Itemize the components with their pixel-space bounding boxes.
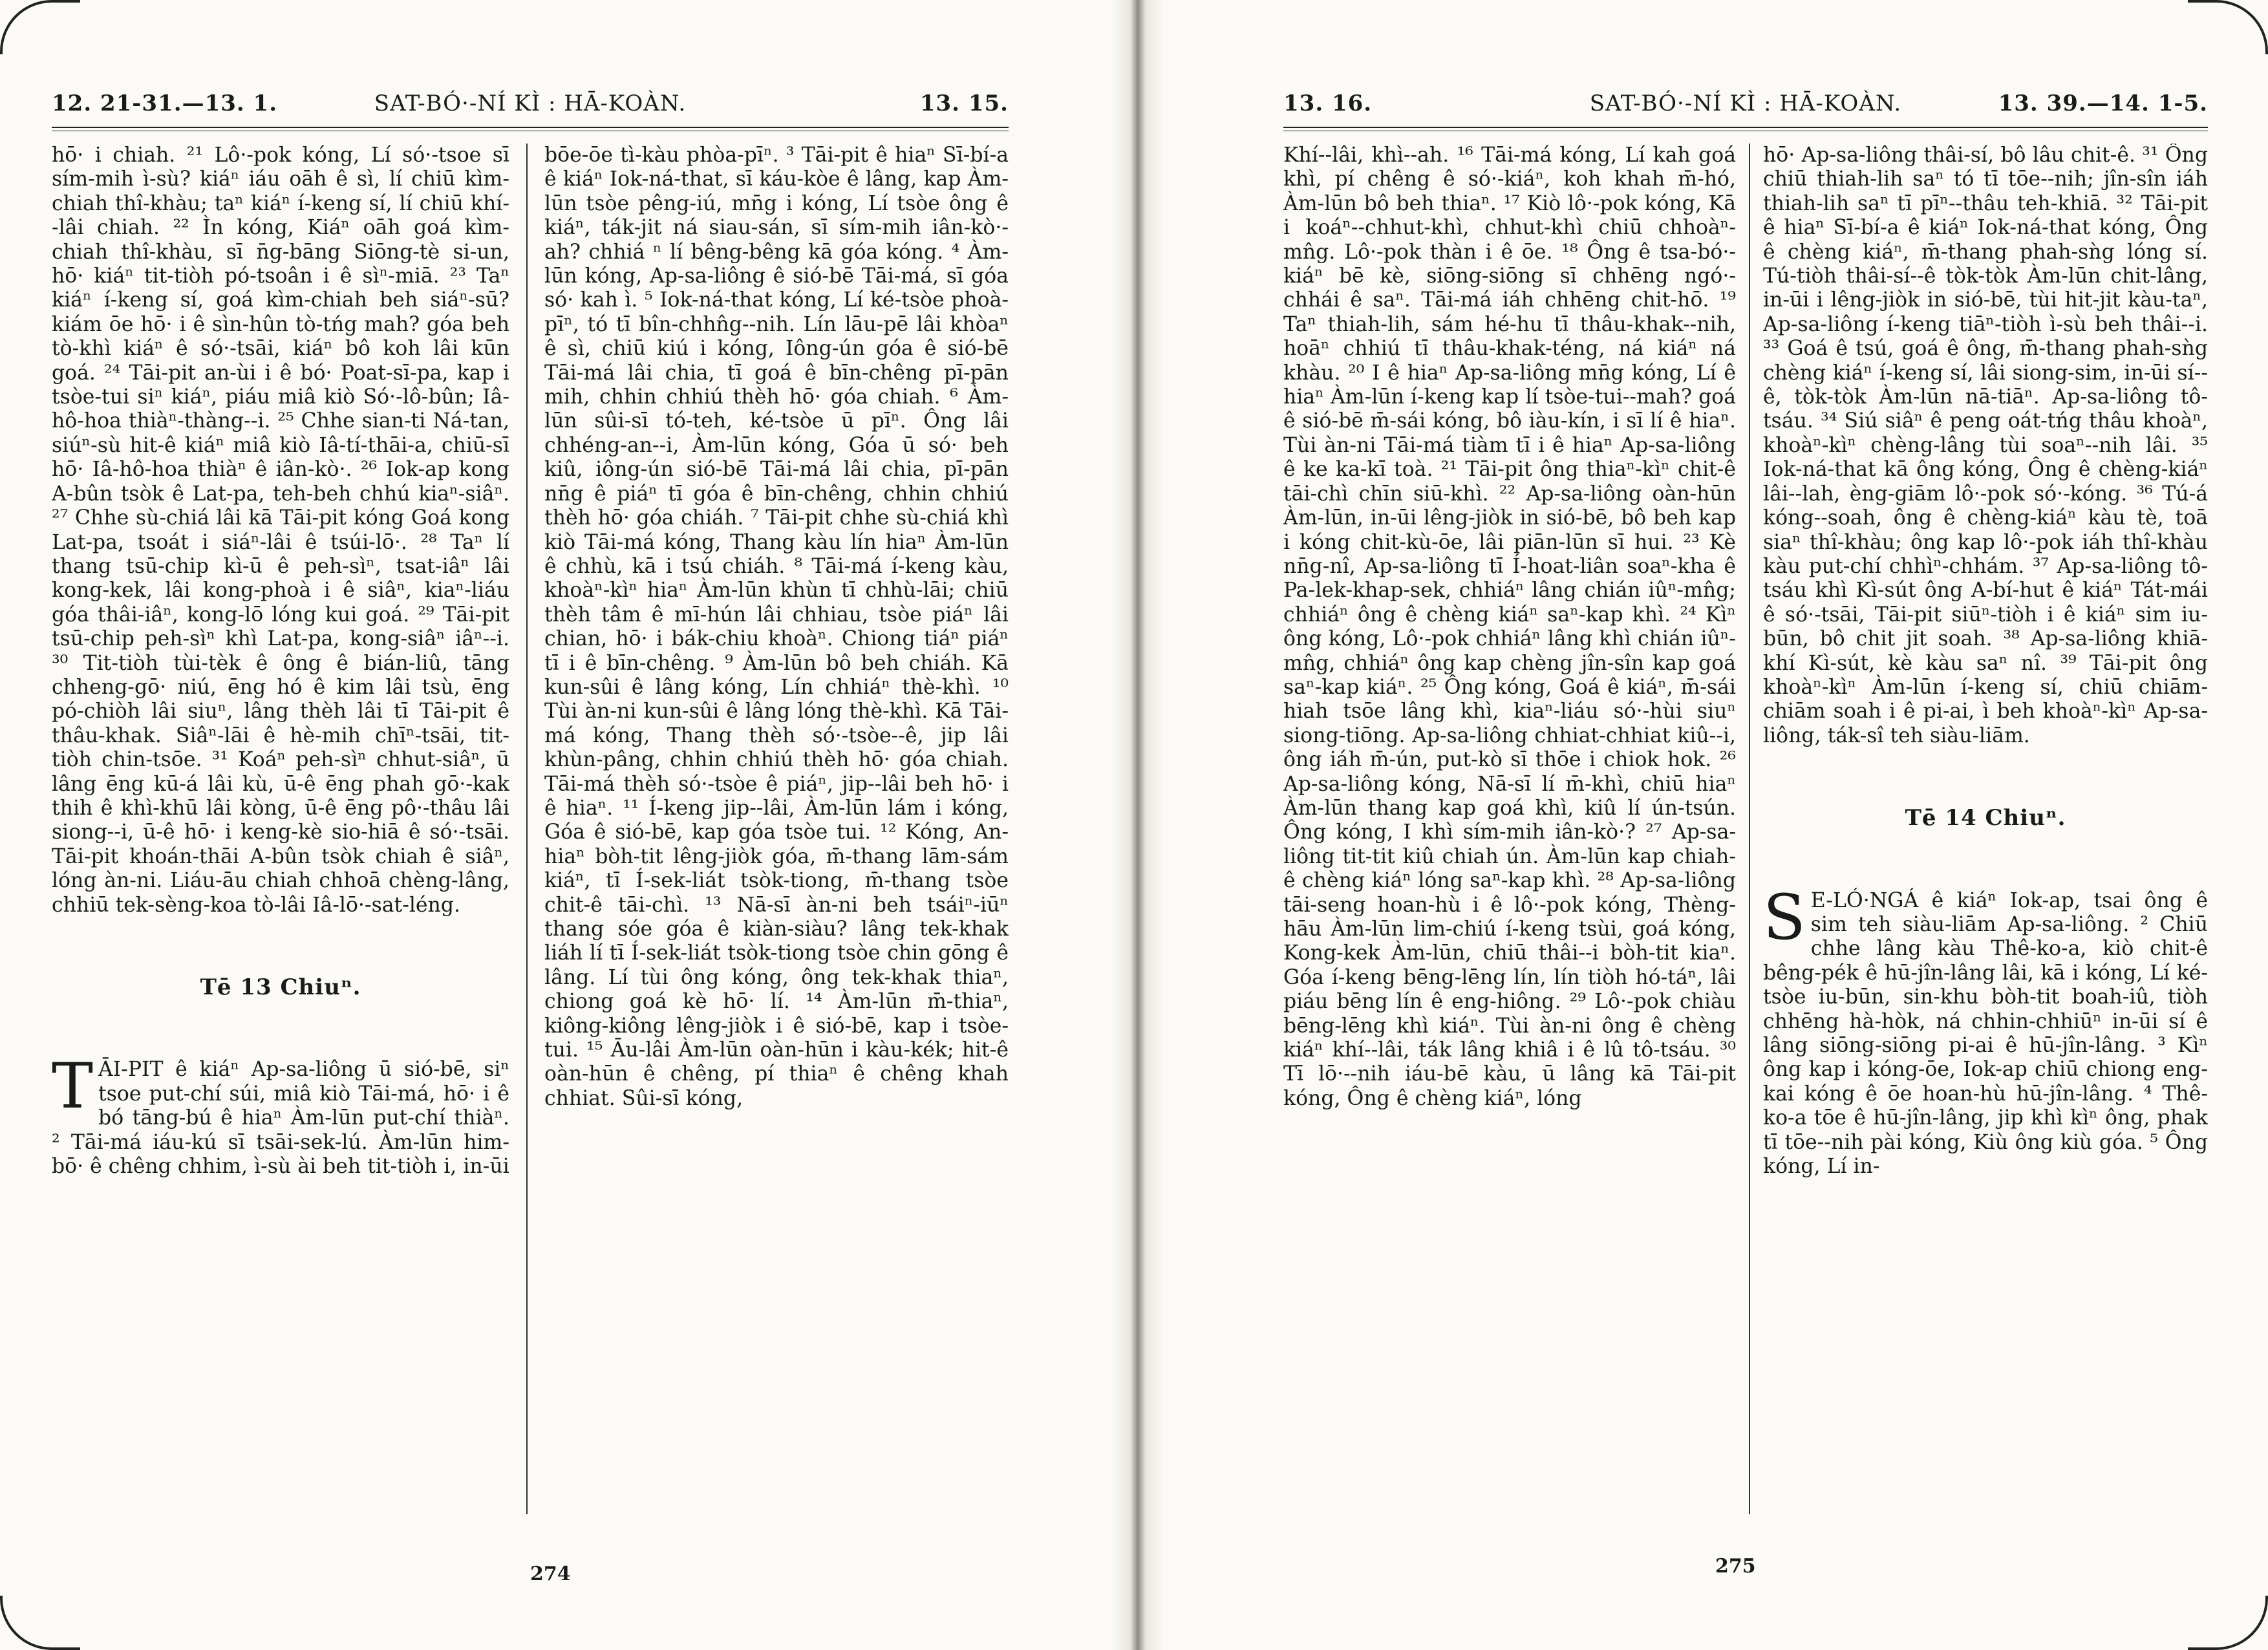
- header-verse-start: 13. 16.: [1283, 91, 1373, 116]
- text-column-2: [544, 144, 1009, 1534]
- right-page: [1283, 0, 2208, 1650]
- header-verse-range: 13. 39.—14. 1-5.: [1998, 91, 2208, 116]
- text-column-1: [52, 144, 509, 1534]
- body-text: bōe-ōe tì-kàu phòa-pīⁿ. ³ Tāi-pit ê hiaⁿ Sī-bí-a ê kiáⁿ Iok-ná-that, sī káu-kòe ê lâng, kap Àm-lūn tsòe pêng-iú, mn̄g i kóng, Lí tsòe ông ê kiáⁿ, ták-jit ná siau-sán, sī sím-mih iân-kò·-ah? chhiá ⁿ lí bêng-bêng kā góa kóng. ⁴ Àm-lūn kóng, Ap-sa-liông ê sió-bē Tāi-má, sī góa só· kah ì. ⁵ Iok-ná-that kóng, Lí ké-tsòe phoà-pīⁿ, tó tī bîn-chhn̂g--nih. Lín lāu-pē lâi khòaⁿ ê sì, chiū kiú i kóng, Iông-ún góa ê sió-bē Tāi-má lâi chia, tī goá ê bīn-chêng pī-pān mih, chhin chhiú thèh hō· góa chiah. ⁶ Àm-lūn sûi-sī tó-teh, ké-tsòe ū pīⁿ. Ông lâi chhéng-an--i, Àm-lūn kóng, Góa ū só· beh kiû, iông-ún sió-bē Tāi-má lâi chia, pī-pān nn̄g ê piáⁿ tī góa ê bīn-chêng, chhin chhiú thèh hō· góa chiáh. ⁷ Tāi-pit chhe sù-chiá khì kiò Tāi-má kóng, Thang kàu lín hiaⁿ Àm-lūn ê chhù, kā i tsú chiáh. ⁸ Tāi-má í-keng kàu, khoàⁿ-kìⁿ hiaⁿ Àm-lūn khùn tī chhù-lāi; chiū thèh tâm ê mī-hún lâi chhiau, tsòe piáⁿ lâi chian, hō· i bák-chiu khoàⁿ. Chiong tiáⁿ piáⁿ tī i ê bīn-chêng. ⁹ Àm-lūn bô beh chiáh. Kā kun-sûi ê lâng kóng, Lín chhiáⁿ thè-khì. ¹⁰ Tùi àn-ni kun-sûi ê lâng lóng thè-khì. Kā Tāi-má kóng, Thang thèh só·-tsòe--ê, jip lâi khùn-pâng, chhin chhiú thèh hō· góa chiah. Tāi-má thèh só·-tsòe ê piáⁿ, jip--lâi beh hō· i ê hiaⁿ. ¹¹ Í-keng jip--lâi, Àm-lūn lám i kóng, Góa ê sió-bē, kap góa tsòe tui. ¹² Kóng, An-hiaⁿ bòh-tit lêng-jiòk góa, m̄-thang lām-sám kiáⁿ, tī Í-sek-liát tsòk-tiong, m̄-thang tsòe chit-ê tāi-chì. ¹³ Nā-sī àn-ni beh tsáiⁿ-iūⁿ thang sóe góa ê kiàn-siàu? lâng tek-khak liáh lí tī Í-sek-liát tsòk-tiong tsòe chin gōng ê lâng. Lí tùi ông kóng, ông tek-khak thiaⁿ, chiong goá kè hō· lí. ¹⁴ Àm-lūn m̄-thiaⁿ, kiông-kiông lêng-jiòk i ê sió-bē, kap i tsòe-tui. ¹⁵ Āu-lâi Àm-lūn oàn-hūn i kàu-kék; hit-ê oàn-hūn ê chêng, pí thiaⁿ ê chêng khah chhiat. Sûi-sī kóng,: [544, 144, 1009, 1110]
- header-rule: [52, 127, 1009, 128]
- page-number: 275: [1715, 1555, 1756, 1578]
- header-verse-end: 13. 15.: [919, 91, 1009, 116]
- header-book-title: SAT-BÓ·-NÍ KÌ : HĀ-KOÀN.: [374, 91, 687, 116]
- chapter-heading: Tē 14 Chiuⁿ.: [1905, 805, 2066, 831]
- header-verse-range: 12. 21-31.—13. 1.: [52, 91, 278, 116]
- chapter-opening-paragraph: [1763, 881, 2208, 1179]
- page-number: 274: [530, 1563, 571, 1585]
- chapter-heading: Tē 13 Chiuⁿ.: [200, 974, 361, 1000]
- header-rule: [1283, 127, 2208, 128]
- text-columns: [52, 144, 1009, 1534]
- left-page: [52, 0, 1009, 1650]
- text-column-2: [1763, 144, 2208, 1534]
- running-header: [1283, 91, 2208, 120]
- drop-cap: T: [52, 1050, 94, 1123]
- column-divider: [1749, 144, 1750, 1514]
- body-text: E-LÓ·NGÁ ê kiáⁿ Iok-ap, tsai ông ê sim teh siàu-liām Ap-sa-liông. ² Chiū chhe lâng kàu Thê-ko-a, kiò chit-ê bêng-pék ê hū-jîn-lâng lâi, kā i kóng, Lí ké-tsòe iu-būn, sin-khu bòh-tit boah-iû, tiòh chhēng hà-hòk, ná chhin-chhiūⁿ in-ūi sí ê lâng siōng-siōng pi-ai ê hū-jîn-lâng. ³ Kìⁿ ông kap i kóng-ōe, Iok-ap chiū chiong eng-kai kóng ê ōe hoan-hù hū-jîn-lâng. ⁴ Thê-ko-a tōe ê hū-jîn-lâng, jip khì kìⁿ ông, phak tī tōe--nih pài kóng, Kiù ông kiù góa. ⁵ Ông kóng, Lí in-: [1763, 888, 2208, 1179]
- text-columns: [1283, 144, 2208, 1534]
- body-text: ĀI-PIT ê kiáⁿ Ap-sa-liông ū sió-bē, siⁿ tsoe put-chí súi, miâ kiò Tāi-má, hō· i ê bó tāng-bú ê hiaⁿ Àm-lūn put-chí thiàⁿ. ² Tāi-má iáu-kú sī tsāi-sek-lú. Àm-lūn him-bō· ê chêng chhim, ì-sù ài beh tit-tiòh i, in-ūi: [52, 1058, 509, 1179]
- chapter-opening-paragraph: [52, 1050, 509, 1179]
- drop-cap: S: [1763, 881, 1806, 954]
- text-column-1: [1283, 144, 1736, 1534]
- body-text: hō· i chiah. ²¹ Lô·-pok kóng, Lí só·-tsoe sī sím-mih ì-sù? kiáⁿ iáu oāh ê sì, lí chiū kìm-chiah thî-khàu; taⁿ kiáⁿ í-keng sí, lí chiū khí--lâi chiah. ²² Ìn kóng, Kiáⁿ oāh goá kìm-chiah thî-khàu, sī n̄g-bāng Siōng-tè si-un, hō· kiáⁿ tit-tiòh pó-tsoân i ê sìⁿ-miā. ²³ Taⁿ kiáⁿ í-keng sí, goá kìm-chiah beh siáⁿ-sū? kiám ōe hō· i ê sìn-hûn tò-tńg mah? góa beh tò-khì kiáⁿ ê só·-tsāi, kiáⁿ bô koh lâi kūn goá. ²⁴ Tāi-pit an-ùi i ê bó· Poat-sī-pa, kap i tsòe-tui siⁿ kiáⁿ, piáu miâ kiò Só·-lô-bûn; Iâ-hô-hoa thiàⁿ-thàng--i. ²⁵ Chhe sian-ti Ná-tan, siúⁿ-sù hit-ê kiáⁿ miâ kiò Iâ-tí-thāi-a, chiū-sī hō· Iâ-hô-hoa thiàⁿ ê iân-kò·. ²⁶ Iok-ap kong A-bûn tsòk ê Lat-pa, teh-beh chhú kiaⁿ-siâⁿ. ²⁷ Chhe sù-chiá lâi kā Tāi-pit kóng Goá kong Lat-pa, tsoát i siáⁿ-lâi ê tsúi-lō·. ²⁸ Taⁿ lí thang tsū-chip kì-ū ê peh-sìⁿ, tsat-iâⁿ lâi kong-kek, lâi kong-phoà i ê siâⁿ, kiaⁿ-liáu góa thâi-iâⁿ, kong-lō lóng kui goá. ²⁹ Tāi-pit tsū-chip peh-sìⁿ khì Lat-pa, kong-siâⁿ iâⁿ--i. ³⁰ Tit-tiòh tùi-tèk ê ông ê bián-liû, tāng chheng-gō· niú, ēng hó ê kim lâi tsù, ēng pó-chiòh lâi siuⁿ, lâng thèh lâi tī Tāi-pit ê thâu-khak. Siâⁿ-lāi ê hè-mih chīⁿ-tsāi, tit-tiòh chin-tsōe. ³¹ Koáⁿ peh-sìⁿ chhut-siâⁿ, ū lâng ēng kū-á lâi kù, ū-ê ēng phah gō·-kak thih ê khì-khū lâi kòng, ū-ê ēng pô·-thâu lâi siong--i, ū-ê hō· i keng-kè sio-hiā ê só·-tsāi. Tāi-pit khoán-thāi A-bûn tsòk chiah ê siâⁿ, lóng àn-ni. Liáu-āu chiah chhoā chèng-lâng, chhiū tek-sèng-koa tò-lâi Iâ-lō·-sat-léng.: [52, 144, 509, 917]
- body-text: Khí--lâi, khì--ah. ¹⁶ Tāi-má kóng, Lí kah goá khì, pí chêng ê só·-kiáⁿ, koh khah m̄-hó, Àm-lūn bô beh thiaⁿ. ¹⁷ Kiò lô·-pok kóng, Kā i koáⁿ--chhut-khì, chhut-khì chiū chhoàⁿ-mn̂g. Lô·-pok thàn i ê ōe. ¹⁸ Ông ê tsa-bó·-kiáⁿ bē kè, siōng-siōng sī chhēng ngó·-chhái ê saⁿ. Tāi-má iáh chhēng chit-hō. ¹⁹ Taⁿ thiah-lih, sám hé-hu tī thâu-khak--nih, hoāⁿ chhiú tī thâu-khak-téng, ná kiáⁿ ná khàu. ²⁰ I ê hiaⁿ Ap-sa-liông mn̄g kóng, Lí ê hiaⁿ Àm-lūn í-keng kap lí tsòe-tui--mah? goá ê sió-bē m̄-sái kóng, bô iàu-kín, i sī lí ê hiaⁿ. Tùi àn-ni Tāi-má tiàm tī i ê hiaⁿ Ap-sa-liông ê ke ka-kī toà. ²¹ Tāi-pit ông thiaⁿ-kìⁿ chit-ê tāi-chì chīn siū-khì. ²² Ap-sa-liông oàn-hūn Àm-lūn, in-ūi lêng-jiòk in sió-bē, bô beh kap i kóng chit-kù-ōe, lâi piān-lūn sī hui. ²³ Kè nn̄g-nî, Ap-sa-liông tī Í-hoat-liân soaⁿ-kha ê Pa-lek-khap-sek, chhiáⁿ lâng chián iûⁿ-mn̂g; chhiáⁿ ông ê chèng kiáⁿ saⁿ-kap khì. ²⁴ Kìⁿ ông kóng, Lô·-pok chhiáⁿ lâng khì chián iûⁿ-mn̂g, chhiáⁿ ông kap chèng jîn-sîn kap goá saⁿ-kap kiáⁿ. ²⁵ Ông kóng, Goá ê kiáⁿ, m̄-sái hiah tsōe lâng khì, kiaⁿ-liáu só·-hùi siuⁿ siong-tiōng. Ap-sa-liông chhiat-chhiat kiû--i, ông iáh m̄-ún, put-kò sī thōe i chiok hok. ²⁶ Ap-sa-liông kóng, Nā-sī lí m̄-khì, chiū hiaⁿ Àm-lūn thang kap goá khì, kiû lí ún-tsún. Ông kóng, I khì sím-mih iân-kò·? ²⁷ Ap-sa-liông tit-tit kiû chiah ún. Àm-lūn kap chiah-ê chèng kiáⁿ lóng saⁿ-kap khì. ²⁸ Ap-sa-liông tāi-seng hoan-hù i ê lô·-pok kóng, Thèng-hāu Àm-lūn lim-chiú í-keng tsùi, goá kóng, Kong-kek Àm-lūn, chiū thâi--i bòh-tit kiaⁿ. Góa í-keng bēng-lēng lín, lín tiòh hó-táⁿ, lâi piáu bēng lín ê eng-hiông. ²⁹ Lô·-pok chiàu bēng-lēng khì kiáⁿ. Tùi àn-ni ông ê chèng kiáⁿ khí--lâi, ták lâng khiâ i ê lû tô-tsáu. ³⁰ Tī lō·--nih iáu-bē kàu, ū lâng kā Tāi-pit kóng, Ông ê chèng kiáⁿ, lóng: [1283, 144, 1736, 1110]
- running-header: [52, 91, 1009, 120]
- header-book-title: SAT-BÓ·-NÍ KÌ : HĀ-KOÀN.: [1589, 91, 1902, 116]
- column-divider: [526, 144, 528, 1514]
- book-gutter: [1112, 0, 1164, 1650]
- body-text: hō· Ap-sa-liông thâi-sí, bô lâu chit-ê. ³¹ Ông chiū thiah-lih saⁿ tó tī tōe--nih; jîn-sîn iáh thiah-lih saⁿ tī pīⁿ--thâu teh-khiā. ³² Tāi-pit ê hiaⁿ Sī-bí-a ê kiáⁿ Iok-ná-that kóng, Ông ê chèng kiáⁿ, m̄-thang phah-sǹg lóng sí. Tú-tiòh thâi-sí--ê tòk-tòk Àm-lūn chit-lâng, in-ūi i lêng-jiòk in sió-bē, tùi hit-jit kàu-taⁿ, Ap-sa-liông í-keng tiāⁿ-tiòh ì-sù beh thâi--i. ³³ Goá ê tsú, goá ê ông, m̄-thang phah-sǹg chèng kiáⁿ í-keng sí, lâi siong-sim, in-ūi sí--ê, tòk-tòk Àm-lūn nā-tiāⁿ. Ap-sa-liông tô-tsáu. ³⁴ Siú siâⁿ ê peng oát-tńg thâu khoàⁿ, khoàⁿ-kìⁿ chèng-lâng tùi soaⁿ--nih lâi. ³⁵ Iok-ná-that kā ông kóng, Ông ê chèng-kiáⁿ lâi--lah, èng-giām lô·-pok só·-kóng. ³⁶ Tú-á kóng--soah, ông ê chèng-kiáⁿ kàu tè, toā siaⁿ thî-khàu; ông kap lô·-pok iáh thî-khàu kàu put-chí chhìⁿ-chhám. ³⁷ Ap-sa-liông tô-tsáu khì Kì-sút ông A-bí-hut ê kiáⁿ Tát-mái ê só·-tsāi, Tāi-pit siūⁿ-tiòh i ê kiáⁿ sim iu-būn, bô chit jit soah. ³⁸ Ap-sa-liông khiā-khí Kì-sút, kè kàu saⁿ nî. ³⁹ Tāi-pit ông khoàⁿ-kìⁿ Àm-lūn í-keng sí, chiū chiām-chiām soah i ê pi-ai, ì beh khoàⁿ-kìⁿ Ap-sa-liông, ták-sî teh siàu-liām.: [1763, 144, 2208, 747]
